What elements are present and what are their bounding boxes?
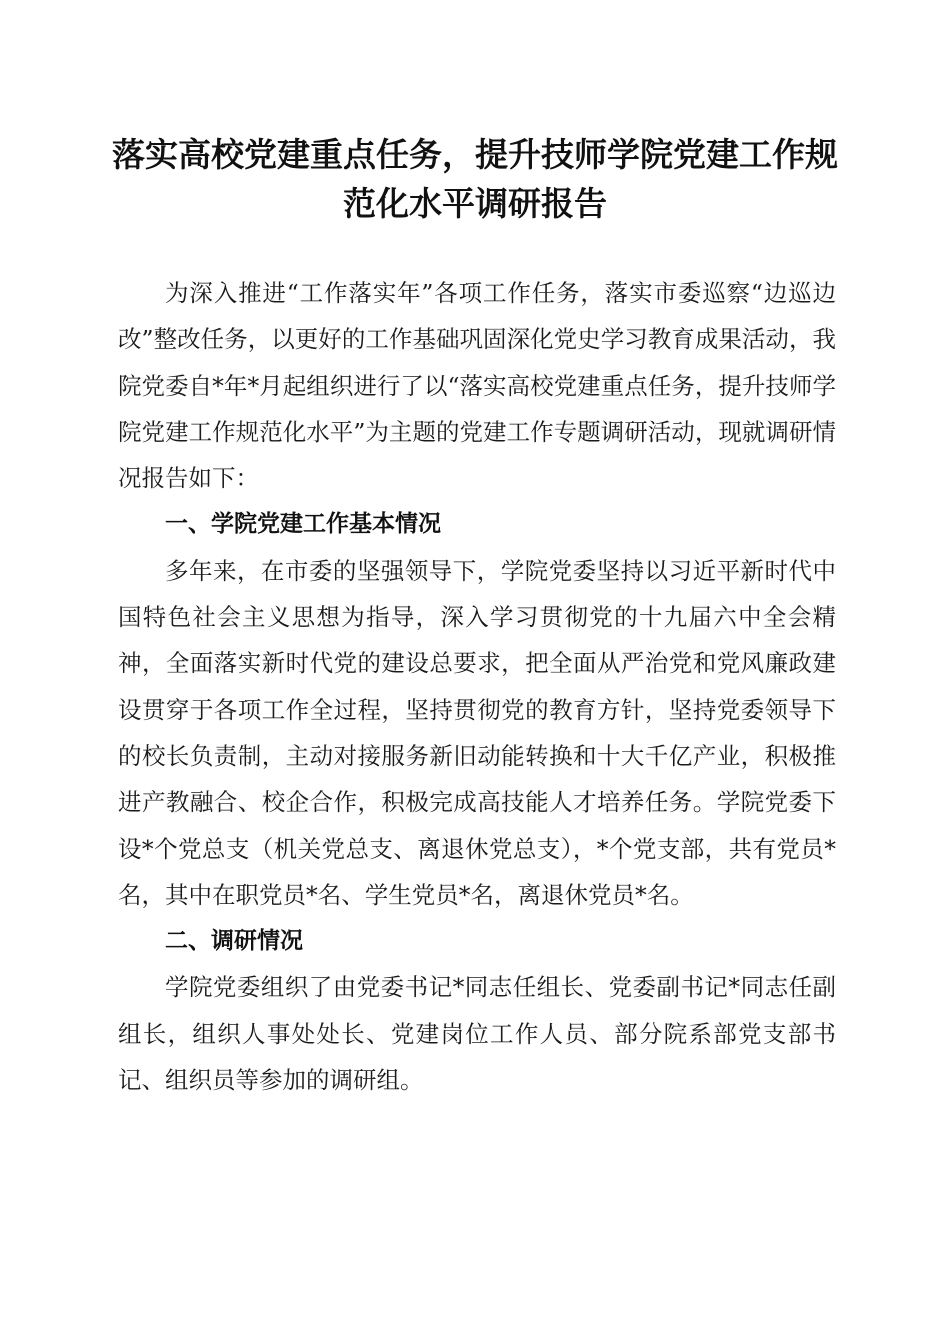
document-body (118, 270, 836, 1103)
section-heading-basic-situation: 一、学院党建工作基本情况 (165, 511, 441, 538)
document-title: 落实高校党建重点任务，提升技师学院党建工作规范化水平调研报告 (112, 135, 838, 223)
section-paragraph-research-situation: 学院党委组织了由党委书记*同志任组长、党委副书记*同志任副组长，组织人事处处长、党建岗位工作人员、部分院系部党支部书记、组织员等参加的调研组。 (118, 973, 836, 1095)
section-paragraph-basic-situation: 多年来，在市委的坚强领导下，学院党委坚持以习近平新时代中国特色社会主义思想为指导，深入学习贯彻党的十九届六中全会精神，全面落实新时代党的建设总要求，把全面从严治党和党风廉政建设贯穿于各项工作全过程，坚持贯彻党的教育方针，坚持党委领导下的校长负责制，主动对接服务新旧动能转换和十大千亿产业，积极推进产教融合、校企合作，积极完成高技能人才培养任务。学院党委下设*个党总支（机关党总支、离退休党总支），*个党支部，共有党员*名，其中在职党员*名、学生党员*名，离退休党员*名。 (118, 556, 836, 909)
intro-paragraph: 为深入推进“工作落实年”各项工作任务，落实市委巡察“边巡边改”整改任务，以更好的工作基础巩固深化党史学习教育成果活动，我院党委自*年*月起组织进行了以“落实高校党建重点任务，提升技师学院党建工作规范化水平”为主题的党建工作专题调研活动，现就调研情况报告如下： (118, 279, 836, 493)
section-heading-research-situation: 二、调研情况 (165, 928, 303, 955)
